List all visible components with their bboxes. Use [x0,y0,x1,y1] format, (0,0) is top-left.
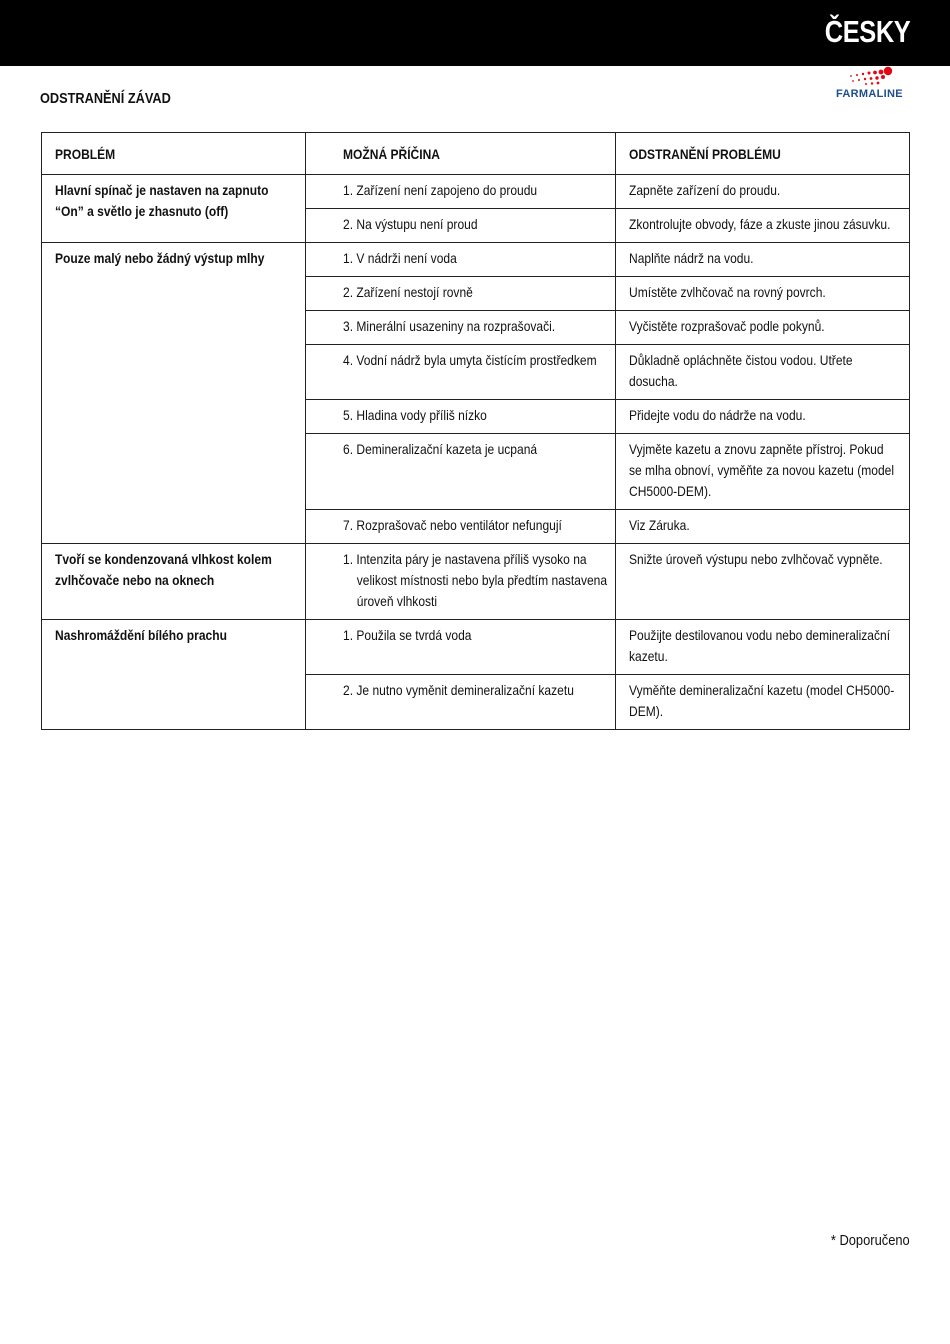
problem-cell: Nashromáždění bílého prachu [42,620,306,730]
solution-cell: Viz Záruka. [616,510,910,544]
header-bar [0,0,950,66]
solution-cell: Vyčistěte rozprašovač podle pokynů. [616,311,910,345]
problem-cell: Hlavní spínač je nastaven na zapnuto “On” a světlo je zhasnuto (off) [42,175,306,243]
solution-cell: Zkontrolujte obvody, fáze a zkuste jinou zásuvku. [616,209,910,243]
language-label: ČESKY [824,14,910,49]
table-row [42,620,910,675]
table-row [42,243,910,277]
solution-cell: Zapněte zařízení do proudu. [616,175,910,209]
solution-cell: Přidejte vodu do nádrže na vodu. [616,400,910,434]
cause-cell: 1. Intenzita páry je nastavena příliš vysoko na velikost místnosti nebo byla předtím nastavena úroveň vlhkosti [306,544,616,620]
table-header-row [42,133,910,175]
solution-cell: Snižte úroveň výstupu nebo zvlhčovač vypněte. [616,544,910,620]
cause-cell: 2. Na výstupu není proud [306,209,616,243]
problem-cell: Pouze malý nebo žádný výstup mlhy [42,243,306,544]
solution-cell: Použijte destilovanou vodu nebo demineralizační kazetu. [616,620,910,675]
solution-cell: Naplňte nádrž na vodu. [616,243,910,277]
cause-cell: 4. Vodní nádrž byla umyta čistícím prostředkem [306,345,616,400]
solution-cell: Vyměňte demineralizační kazetu (model CH5000-DEM). [616,675,910,730]
table-row [42,544,910,620]
cause-cell: 6. Demineralizační kazeta je ucpaná [306,434,616,510]
logo-text: FARMALINE [836,88,903,100]
cause-cell: 1. Použila se tvrdá voda [306,620,616,675]
column-header-cause: MOŽNÁ PŘÍČINA [306,133,616,175]
column-header-problem: PROBLÉM [42,133,306,175]
cause-cell: 2. Zařízení nestojí rovně [306,277,616,311]
table-row [42,175,910,209]
cause-cell: 3. Minerální usazeniny na rozprašovači. [306,311,616,345]
solution-cell: Důkladně opláchněte čistou vodou. Utřete dosucha. [616,345,910,400]
column-header-solution: ODSTRANĚNÍ PROBLÉMU [616,133,910,175]
cause-cell: 2. Je nutno vyměnit demineralizační kazetu [306,675,616,730]
cause-cell: 7. Rozprašovač nebo ventilátor nefungují [306,510,616,544]
solution-cell: Vyjměte kazetu a znovu zapněte přístroj. Pokud se mlha obnoví, vyměňte za novou kazetu (model CH5000-DEM). [616,434,910,510]
cause-cell: 5. Hladina vody příliš nízko [306,400,616,434]
cause-cell: 1. Zařízení není zapojeno do proudu [306,175,616,209]
section-title: ODSTRANĚNÍ ZÁVAD [40,90,171,107]
troubleshooting-table [41,132,910,730]
problem-cell: Tvoří se kondenzovaná vlhkost kolem zvlhčovače nebo na oknech [42,544,306,620]
cause-cell: 1. V nádrži není voda [306,243,616,277]
footnote: * Doporučeno [831,1232,910,1249]
solution-cell: Umístěte zvlhčovač na rovný povrch. [616,277,910,311]
